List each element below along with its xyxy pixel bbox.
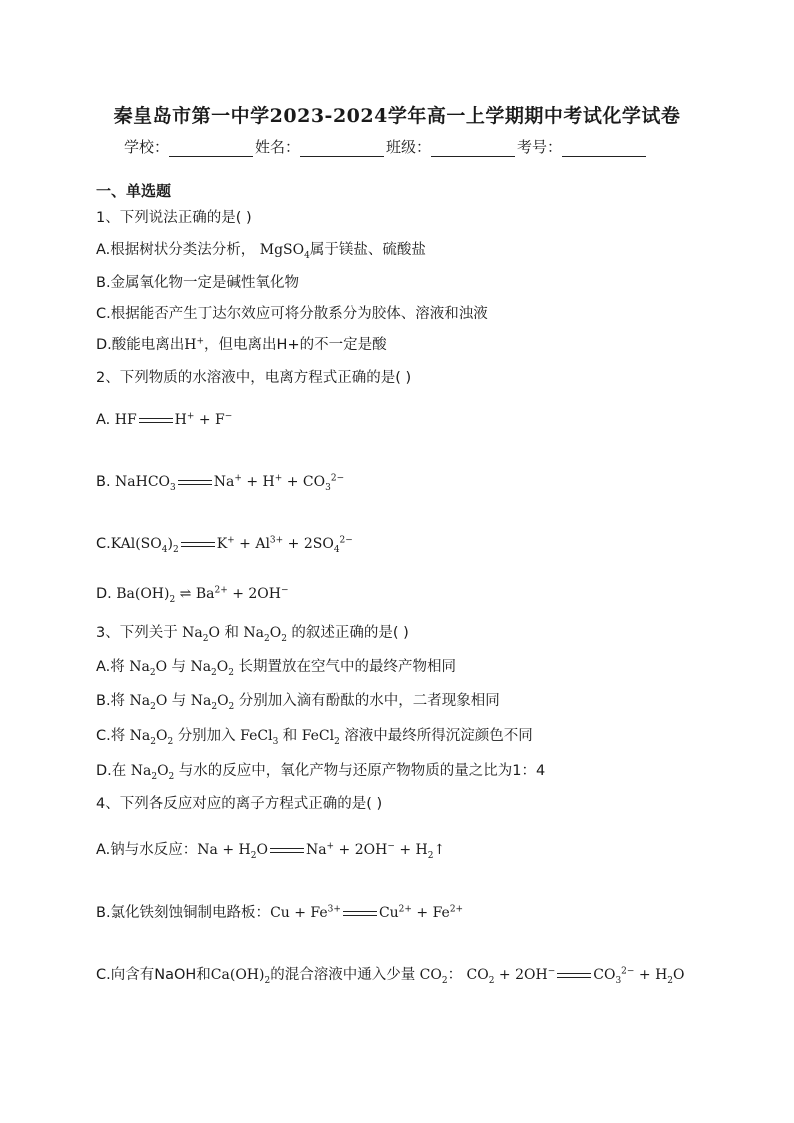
q4-option-c: C.向含有NaOH和$Ca(OH)_2$的混合溶液中通入少量 $CO_2$： $CO_2 + 2OH^-$ $CO_3^{2-} + H_2O$ [96,966,685,986]
q4-option-a: A.钠与水反应：$Na + H_2O$ $Na^+ + 2OH^- + H_2↑$ [96,841,446,861]
q2-option-d: D. $Ba(OH)_2$ ⇌ $Ba^{2+} + 2OH^-$ [96,585,289,605]
number-blank [562,140,646,157]
school-blank [169,140,253,157]
q2-option-a: A. HF H+ + F− [96,411,233,428]
number-label: 考号： [517,138,563,156]
q2-option-c: $C.KAl(SO_4)_2$ $K^+ + Al^{3+} + 2SO_4^{2-}$ [96,535,353,555]
q2-stem: 2、下列物质的水溶液中，电离方程式正确的是( ) [96,370,412,386]
q3-option-d: D.在 $Na_2O_2$ 与水的反应中，氧化产物与还原产物物质的量之比为1：4 [96,763,546,782]
q3-option-c: C.将 $Na_2O_2$ 分别加入 FeCl$_3$ 和 FeCl$_2$ 溶液中最终所得沉淀颜色不同 [96,728,533,747]
q3-stem: 3、下列关于 $Na_2O$ 和 $Na_2O_2$ 的叙述正确的是( ) [96,625,409,644]
q1-option-c: C.根据能否产生丁达尔效应可将分散系分为胶体、溶液和浊液 [96,306,488,322]
q4-option-b: B.氯化铁刻蚀铜制电路板：$Cu + Fe^{3+}$ $Cu^{2+} + Fe^{2+}$ [96,904,464,921]
exam-title: 秦皇岛市第一中学2023-2024学年高一上学期期中考试化学试卷 [113,105,681,127]
class-blank [431,140,515,157]
school-label: 学校： [124,138,170,156]
name-label: 姓名： [255,138,301,156]
q4-stem: 4、下列各反应对应的离子方程式正确的是( ) [96,796,383,812]
q3-option-b: B.将 $Na_2O$ 与 $Na_2O_2$ 分别加入滴有酚酞的水中，二者现象相同 [96,693,500,712]
section-heading: 一、单选题 [96,182,172,200]
q3-option-a: A.将 $Na_2O$ 与 $Na_2O_2$ 长期置放在空气中的最终产物相同 [96,659,456,678]
q1-stem: 1、下列说法正确的是( ) [96,210,252,226]
q2-option-b: B. NaHCO$_3$ $Na^+ + H^+ + CO_3^{2-}$ [96,473,345,493]
name-blank [300,140,384,157]
q1-option-b: B.金属氧化物一定是碱性氧化物 [96,275,300,291]
student-info-row [124,136,648,157]
class-label: 班级： [386,138,432,156]
q1-option-d: D.酸能电离出H+，但电离出H+的不一定是酸 [96,336,387,353]
q1-option-a: A.根据树状分类法分析， MgSO$_4$属于镁盐、硫酸盐 [96,242,426,261]
